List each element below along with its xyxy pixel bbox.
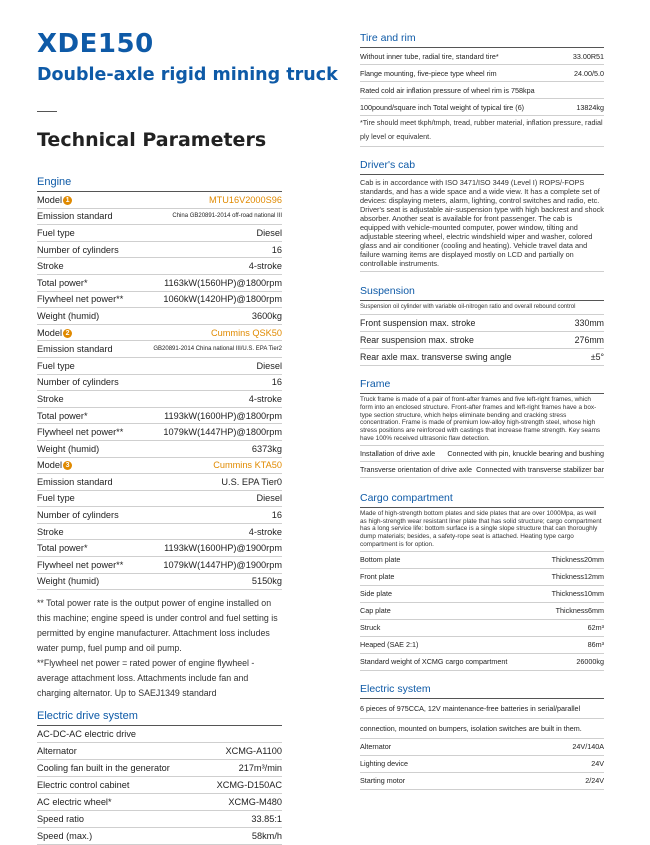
engine-spec-label-text: Weight (humid): [37, 576, 100, 587]
frame-spec-row: [360, 446, 604, 462]
engine-spec-value: China GB20891-2014 off-road national III: [172, 213, 282, 220]
engine-spec-row: [37, 408, 282, 425]
product-subtitle: Double-axle rigid mining truck: [37, 65, 338, 85]
electric-system-spec-label-text: Alternator: [360, 742, 392, 752]
cargo-spec-row: [360, 637, 604, 654]
electric-drive-spec-label-text: Speed ratio: [37, 814, 84, 825]
engine-spec-label: [37, 278, 88, 288]
cargo-spec-label: [360, 657, 507, 666]
engine-spec-row: [37, 441, 282, 458]
cargo-spec-label: [360, 555, 400, 564]
cargo-spec-label-text: Bottom plate: [360, 555, 401, 565]
cargo-spec-value: 86m³: [587, 640, 604, 650]
engine-spec-row: [37, 275, 282, 292]
frame-title: Frame: [360, 378, 604, 394]
electric-drive-spec-row: [37, 743, 282, 760]
engine-spec-value: 1079kW(1447HP)@1800rpm: [163, 427, 282, 438]
engine-spec-label: [37, 560, 123, 570]
suspension-table: [360, 315, 604, 366]
electric-drive-table: [37, 726, 282, 845]
electric-drive-spec-row: [37, 760, 282, 777]
electric-drive-spec-value: XCMG-D150AC: [216, 780, 282, 791]
engine-spec-value: Cummins KTA50: [213, 460, 282, 471]
engine-spec-value: 16: [271, 377, 282, 388]
cargo-spec-label: [360, 640, 418, 649]
engine-spec-label: [37, 493, 75, 503]
engine-spec-value: Cummins QSK50: [211, 327, 282, 338]
engine-spec-row: [37, 391, 282, 408]
electric-drive-spec-row: [37, 777, 282, 794]
electric-system-spec-label: [360, 759, 408, 768]
electric-system-spec-label: [360, 742, 391, 751]
tire-spec-label-text: Flange mounting, five-piece type wheel rim: [360, 68, 497, 78]
engine-spec-row: [37, 242, 282, 259]
engine-spec-label: [37, 444, 99, 454]
cargo-spec-row: [360, 603, 604, 620]
engine-spec-label: [37, 411, 88, 421]
frame-spec-label-text: Transverse orientation of drive axle: [360, 464, 472, 474]
engine-spec-label: [37, 228, 75, 238]
engine-spec-label: [37, 261, 64, 271]
engine-spec-label-text: Model: [37, 460, 63, 471]
cargo-title: Cargo compartment: [360, 492, 604, 508]
engine-spec-label: [37, 527, 64, 537]
engine-spec-label: [37, 328, 72, 338]
engine-spec-label-text: Stroke: [37, 261, 64, 272]
engine-spec-row: [37, 292, 282, 309]
model-number-badge: 2: [63, 329, 72, 338]
engine-section: [37, 176, 282, 701]
engine-spec-row: [37, 192, 282, 209]
electric-drive-spec-label-text: Alternator: [37, 746, 77, 757]
cargo-spec-label-text: Cap plate: [360, 606, 391, 616]
engine-spec-row: [37, 358, 282, 375]
cab-section: [360, 159, 604, 272]
suspension-spec-label: [360, 318, 475, 328]
cargo-spec-label-text: Standard weight of XCMG cargo compartment: [360, 657, 508, 667]
electric-system-spec-row: [360, 773, 604, 790]
frame-spec-label: [360, 449, 435, 458]
divider: [37, 111, 57, 112]
model-number-badge: 3: [63, 461, 72, 470]
electric-system-line-2: connection, mounted on bumpers, isolation switches are built in them.: [360, 719, 604, 739]
electric-system-line-1: 6 pieces of 975CCA, 12V maintenance-free batteries in serial/parallel: [360, 699, 604, 719]
engine-spec-label-text: Number of cylinders: [37, 510, 119, 521]
electric-system-spec-label-text: Starting motor: [360, 776, 406, 786]
tire-spec-row: [360, 99, 604, 116]
engine-table: [37, 192, 282, 590]
cargo-spec-label-text: Front plate: [360, 572, 395, 582]
electric-drive-spec-label-text: AC electric wheel*: [37, 797, 112, 808]
engine-spec-label-text: Emission standard: [37, 211, 113, 222]
cargo-spec-row: [360, 654, 604, 671]
electric-drive-spec-label-text: Cooling fan built in the generator: [37, 763, 170, 774]
engine-note-flywheel: **Flywheel net power = rated power of engine flywheel - average attachment loss. Attachments include fan and charging alternator. Up to SAEJ1349 standard: [37, 658, 255, 699]
suspension-title: Suspension: [360, 285, 604, 301]
tire-section: [360, 32, 604, 147]
engine-spec-row: [37, 258, 282, 275]
electric-drive-spec-value: 33.85:1: [251, 814, 282, 825]
cargo-spec-label: [360, 606, 391, 615]
engine-note-total-power: ** Total power rate is the output power of engine installed on this machine; engine speed is under control and fuel setting is permitted by engine manufacturer. Attachment loss includes water pump, fuel pump and oil pump.: [37, 598, 278, 654]
engine-spec-label-text: Stroke: [37, 393, 64, 404]
frame-spec-value: Connected with pin, knuckle bearing and bushing: [447, 448, 604, 458]
engine-spec-label-text: Stroke: [37, 526, 64, 537]
cargo-spec-label-text: Heaped (SAE 2:1): [360, 640, 419, 650]
cargo-spec-label: [360, 589, 392, 598]
engine-spec-label-text: Fuel type: [37, 493, 75, 504]
engine-spec-value: GB20891-2014 China national III/U.S. EPA Tier2: [153, 346, 282, 353]
electric-drive-spec-label: [37, 814, 84, 824]
electric-system-spec-row: [360, 739, 604, 756]
cargo-spec-value: Thickness10mm: [551, 589, 604, 599]
electric-system-section: [360, 683, 604, 790]
electric-drive-spec-label: [37, 831, 92, 841]
electric-system-spec-label: [360, 776, 405, 785]
engine-spec-value: 6373kg: [251, 443, 282, 454]
tire-spec-row: [360, 65, 604, 82]
engine-spec-value: Diesel: [256, 360, 282, 371]
cargo-spec-row: [360, 620, 604, 637]
engine-spec-row: [37, 308, 282, 325]
engine-spec-label-text: Model: [37, 327, 63, 338]
engine-spec-label-text: Flywheel net power**: [37, 559, 124, 570]
tire-spec-label: [360, 103, 524, 112]
engine-spec-row: [37, 209, 282, 226]
engine-spec-label: [37, 576, 99, 586]
electric-drive-spec-value: XCMG-M480: [228, 797, 282, 808]
engine-spec-value: 1163kW(1560HP)@1800rpm: [164, 277, 282, 288]
engine-spec-value: 4-stroke: [248, 526, 282, 537]
engine-spec-label-text: Total power*: [37, 410, 88, 421]
tire-spec-label: [360, 52, 499, 61]
electric-system-spec-value: 2/24V: [585, 776, 604, 786]
tire-title: Tire and rim: [360, 32, 604, 48]
model-number-badge: 1: [63, 196, 72, 205]
engine-spec-row: [37, 225, 282, 242]
engine-spec-row: [37, 574, 282, 591]
electric-drive-spec-label-text: Speed (max.): [37, 831, 93, 842]
suspension-spec-value: ±5°: [590, 352, 604, 362]
tire-spec-label: [360, 69, 497, 78]
tire-table: [360, 48, 604, 116]
suspension-spec-row: [360, 332, 604, 349]
suspension-section: [360, 285, 604, 366]
electric-drive-section: [37, 710, 282, 845]
cargo-spec-label: [360, 572, 394, 581]
cargo-spec-row: [360, 586, 604, 603]
engine-spec-label: [37, 195, 72, 205]
engine-spec-row: [37, 507, 282, 524]
engine-spec-label-text: Emission standard: [37, 344, 113, 355]
electric-drive-spec-value: 58km/h: [251, 831, 282, 842]
engine-spec-label-text: Emission standard: [37, 476, 113, 487]
suspension-spec-label-text: Rear axle max. transverse swing angle: [360, 352, 512, 362]
engine-spec-label-text: Flywheel net power**: [37, 294, 124, 305]
electric-drive-spec-label: [37, 780, 129, 790]
engine-spec-label-text: Total power*: [37, 543, 88, 554]
electric-drive-spec-row: [37, 726, 282, 743]
engine-spec-label: [37, 344, 113, 354]
engine-spec-label-text: Total power*: [37, 277, 88, 288]
engine-spec-value: 1060kW(1420HP)@1800rpm: [163, 294, 282, 305]
cargo-spec-value: 62m³: [587, 623, 604, 633]
engine-spec-value: 1193kW(1600HP)@1900rpm: [164, 543, 282, 554]
electric-system-spec-label-text: Lighting device: [360, 759, 408, 769]
electric-drive-spec-row: [37, 794, 282, 811]
engine-spec-row: [37, 540, 282, 557]
engine-spec-label-text: Model: [37, 194, 63, 205]
engine-spec-value: 1079kW(1447HP)@1900rpm: [163, 559, 282, 570]
engine-spec-label: [37, 460, 72, 470]
electric-drive-spec-label: [37, 729, 136, 739]
tire-spec-label: [360, 86, 535, 95]
engine-spec-row: [37, 557, 282, 574]
cab-description: Cab is in accordance with ISO 3471/ISO 3449 (Level I) ROPS/-FOPS standards, and has a wide space and a wide view. It has a complete set of devices: displaying meters, alarm, lighting, control switches and radio, etc. Driver's seat is adjustable air-suspension type with high backrest and shock absorber. Another seat is available for front passenger. The cab is equipped with vehicle-mounted computer, power window, tilting and adjustable steering wheel, electric windshield wiper and washer, colored glass and air conditioner (cooling and heating). Vehicle travel data and failure warning items are displayed mostly on LCD and partially on controllable instruments.: [360, 175, 604, 272]
engine-spec-row: [37, 424, 282, 441]
electric-drive-spec-label: [37, 763, 170, 773]
engine-spec-label-text: Flywheel net power**: [37, 427, 124, 438]
engine-spec-row: [37, 375, 282, 392]
frame-section: [360, 378, 604, 478]
engine-spec-label-text: Fuel type: [37, 227, 75, 238]
engine-spec-label: [37, 245, 119, 255]
engine-spec-row: [37, 524, 282, 541]
frame-spec-label: [360, 465, 472, 474]
suspension-spec-row: [360, 349, 604, 366]
cargo-description: Made of high-strength bottom plates and side plates that are over 1000Mpa, as well as high-strength wear resistant liner plate that has solid structure; cargo compartment has a long service life: bottom surface is a single slope structure that can thoroughly dump materials; besides, a safety-rope seat is attached. Heating type cargo compartment is for option.: [360, 508, 604, 552]
electric-drive-spec-label: [37, 797, 112, 807]
engine-spec-label: [37, 211, 113, 221]
tire-note: *Tire should meet tkph/tmph, tread, rubber material, inflation pressure, radial ply level or equivalent.: [360, 116, 604, 147]
electric-system-title: Electric system: [360, 683, 604, 699]
tire-spec-row: [360, 82, 604, 99]
engine-spec-label-text: Weight (humid): [37, 310, 100, 321]
engine-spec-value: 16: [271, 510, 282, 521]
frame-table: [360, 446, 604, 478]
frame-spec-row: [360, 462, 604, 478]
tire-spec-value: 13824kg: [576, 102, 604, 112]
left-column: [37, 29, 338, 845]
suspension-spec-label-text: Rear suspension max. stroke: [360, 335, 474, 345]
tire-spec-value: 33.00R51: [572, 51, 604, 61]
suspension-spec-value: 276mm: [574, 335, 604, 345]
engine-spec-value: Diesel: [256, 493, 282, 504]
engine-spec-value: 1193kW(1600HP)@1800rpm: [164, 410, 282, 421]
electric-drive-spec-value: 217m³/min: [238, 763, 282, 774]
engine-spec-label: [37, 377, 119, 387]
engine-spec-value: 4-stroke: [248, 261, 282, 272]
electric-drive-spec-label-text: Electric control cabinet: [37, 780, 130, 791]
engine-spec-label: [37, 311, 99, 321]
suspension-spec-row: [360, 315, 604, 332]
engine-spec-label-text: Number of cylinders: [37, 244, 119, 255]
electric-drive-title: Electric drive system: [37, 710, 282, 726]
engine-spec-row: [37, 491, 282, 508]
tire-spec-label-text: Rated cold air inflation pressure of wheel rim is 758kpa: [360, 85, 535, 95]
engine-spec-label-text: Number of cylinders: [37, 377, 119, 388]
engine-spec-label: [37, 477, 113, 487]
cargo-spec-value: Thickness6mm: [555, 606, 604, 616]
suspension-spec-value: 330mm: [574, 318, 604, 328]
engine-spec-value: MTU16V2000S96: [208, 194, 282, 205]
electric-drive-spec-row: [37, 811, 282, 828]
engine-spec-value: U.S. EPA Tier0: [221, 476, 282, 487]
tire-spec-value: 24.00/5.0: [574, 68, 604, 78]
engine-spec-row: [37, 458, 282, 475]
electric-drive-spec-row: [37, 828, 282, 845]
engine-spec-label: [37, 361, 75, 371]
frame-spec-label-text: Installation of drive axle: [360, 448, 436, 458]
engine-spec-row: [37, 325, 282, 342]
engine-spec-label: [37, 510, 119, 520]
cargo-spec-value: 26000kg: [576, 657, 604, 667]
cargo-spec-label: [360, 623, 380, 632]
frame-description: Truck frame is made of a pair of front-after frames and five left-right frames, which form into an enclosed structure. Front-after frames and left-right frames have a box-type section structure, which helps eliminate bending and cracking stress concentration. Frame is made of premium low-alloy high-strength steel, whose high stress positions are reinforced with castings that increase frame strength. Key seams have 100% received ultrasonic flaw detection.: [360, 394, 604, 446]
engine-spec-value: 4-stroke: [248, 393, 282, 404]
cargo-table: [360, 552, 604, 671]
electric-drive-spec-label: [37, 746, 77, 756]
cargo-section: [360, 492, 604, 671]
cargo-spec-row: [360, 552, 604, 569]
tire-spec-row: [360, 48, 604, 65]
cargo-spec-label-text: Struck: [360, 623, 381, 633]
electric-system-spec-row: [360, 756, 604, 773]
electric-drive-spec-value: XCMG-A1100: [225, 746, 282, 757]
engine-spec-value: 3600kg: [251, 310, 282, 321]
electric-system-table: [360, 739, 604, 790]
engine-spec-value: 16: [271, 244, 282, 255]
engine-spec-label: [37, 427, 123, 437]
frame-spec-value: Connected with transverse stabilizer bar: [476, 464, 604, 474]
cab-title: Driver's cab: [360, 159, 604, 175]
cargo-spec-value: Thickness20mm: [551, 555, 604, 565]
suspension-intro: Suspension oil cylinder with variable oil-nitrogen ratio and overall rebound control: [360, 301, 604, 315]
model-name: XDE150: [37, 29, 154, 59]
engine-spec-label: [37, 394, 64, 404]
engine-spec-label-text: Fuel type: [37, 360, 75, 371]
tire-spec-label-text: Without inner tube, radial tire, standard tire*: [360, 51, 499, 61]
cargo-spec-label-text: Side plate: [360, 589, 392, 599]
engine-spec-value: Diesel: [256, 227, 282, 238]
electric-system-spec-value: 24V: [591, 759, 604, 769]
right-column: [360, 32, 604, 790]
engine-spec-row: [37, 341, 282, 358]
engine-spec-label-text: Weight (humid): [37, 443, 100, 454]
cargo-spec-row: [360, 569, 604, 586]
engine-spec-label: [37, 294, 123, 304]
engine-spec-row: [37, 474, 282, 491]
tire-spec-label-text: 100pound/square inch Total weight of typical tire (6): [360, 102, 525, 112]
engine-spec-value: 5150kg: [251, 576, 282, 587]
engine-title: Engine: [37, 176, 282, 192]
cargo-spec-value: Thickness12mm: [551, 572, 604, 582]
suspension-spec-label: [360, 335, 474, 345]
electric-drive-spec-label-text: AC-DC-AC electric drive: [37, 729, 137, 740]
engine-spec-label: [37, 543, 88, 553]
electric-system-spec-value: 24V/140A: [572, 742, 604, 752]
suspension-spec-label: [360, 352, 512, 362]
suspension-spec-label-text: Front suspension max. stroke: [360, 318, 476, 328]
page-title: Technical Parameters: [37, 129, 267, 151]
